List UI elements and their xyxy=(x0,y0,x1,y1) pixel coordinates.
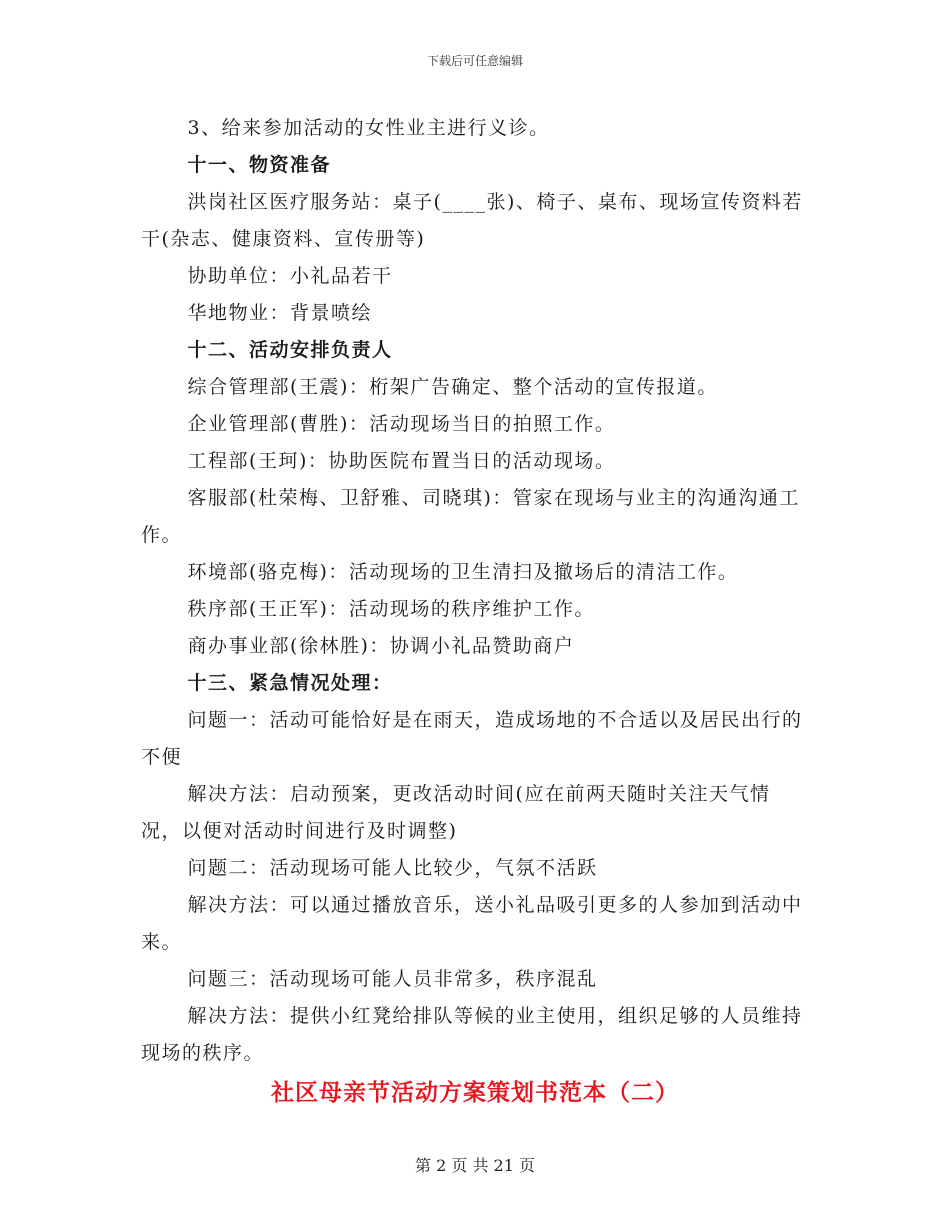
section-heading: 十一、物资准备 xyxy=(187,154,332,176)
paragraph: 华地物业：背景喷绘 xyxy=(187,302,373,324)
page-footer: 第 2 页 共 21 页 xyxy=(415,1156,535,1175)
paragraph: 综合管理部(王震)：桁架广告确定、整个活动的宣传报道。 xyxy=(187,376,718,398)
paragraph: 企业管理部(曹胜)：活动现场当日的拍照工作。 xyxy=(187,413,616,435)
paragraph: 客服部(杜荣梅、卫舒雅、司晓琪)：管家在现场与业主的沟通沟通工作。 xyxy=(141,487,800,546)
paragraph: 解决方法：提供小红凳给排队等候的业主使用，组织足够的人员维持现场的秩序。 xyxy=(141,1005,803,1064)
section-heading: 十三、紧急情况处理： xyxy=(187,672,393,694)
paragraph: 商办事业部(徐林胜)：协调小礼品赞助商户 xyxy=(187,635,575,657)
page-header-note: 下载后可任意编辑 xyxy=(426,54,523,68)
paragraph: 环境部(骆克梅)：活动现场的卫生清扫及撤场后的清洁工作。 xyxy=(187,561,739,583)
paragraph: 3、给来参加活动的女性业主进行义诊。 xyxy=(187,117,550,139)
paragraph: 协助单位：小礼品若干 xyxy=(187,265,393,287)
paragraph: 解决方法：启动预案，更改活动时间(应在前两天随时关注天气情况，以便对活动时间进行及时调整) xyxy=(141,783,771,842)
paragraph: 工程部(王珂)：协助医院布置当日的活动现场。 xyxy=(187,450,616,472)
paragraph: 秩序部(王正军)：活动现场的秩序维护工作。 xyxy=(187,598,595,620)
section-title: 社区母亲节活动方案策划书范本（二） xyxy=(271,1080,679,1106)
document-body xyxy=(141,110,811,1072)
paragraph: 问题二：活动现场可能人比较少，气氛不活跃 xyxy=(187,857,598,879)
paragraph: 洪岗社区医疗服务站：桌子(____张)、椅子、桌布、现场宣传资料若干(杂志、健康资料、宣传册等) xyxy=(141,191,803,250)
paragraph: 问题三：活动现场可能人员非常多，秩序混乱 xyxy=(187,968,598,990)
paragraph: 解决方法：可以通过播放音乐，送小礼品吸引更多的人参加到活动中来。 xyxy=(141,894,803,953)
paragraph: 问题一：活动可能恰好是在雨天，造成场地的不合适以及居民出行的不便 xyxy=(141,709,803,768)
section-heading: 十二、活动安排负责人 xyxy=(187,339,393,361)
